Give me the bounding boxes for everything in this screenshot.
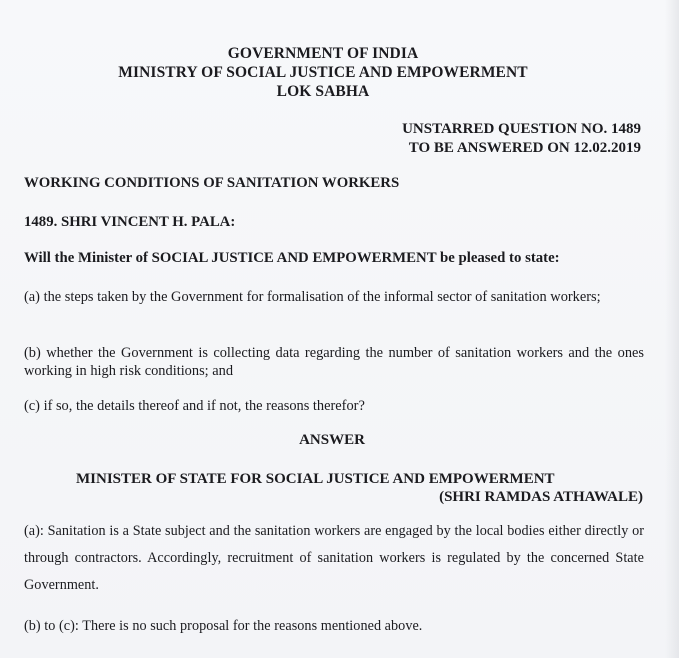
question-part-b: (b) whether the Government is collecting data regarding the number of sanitation workers and the ones working in high risk conditions; and xyxy=(24,345,644,379)
question-part-a: (a) the steps taken by the Government for formalisation of the informal sector of sanitation workers; xyxy=(24,289,601,305)
header-government: GOVERNMENT OF INDIA xyxy=(227,45,419,62)
question-part-c: (c) if so, the details thereof and if not, the reasons therefor? xyxy=(24,398,365,414)
subject-heading: WORKING CONDITIONS OF SANITATION WORKERS xyxy=(24,175,400,191)
question-intro: Will the Minister of SOCIAL JUSTICE AND EMPOWERMENT be pleased to state: xyxy=(24,250,560,266)
question-number: UNSTARRED QUESTION NO. 1489 xyxy=(402,121,641,137)
minister-name: (SHRI RAMDAS ATHAWALE) xyxy=(439,489,643,505)
answer-part-a: (a): Sanitation is a State subject and the sanitation workers are engaged by the local bodies either directly or through contractors. Accordingly, recruitment of sanitation workers is regulated by the concerned State Government. xyxy=(24,523,644,593)
questioner-name: 1489. SHRI VINCENT H. PALA: xyxy=(24,214,236,230)
answer-part-b-c: (b) to (c): There is no such proposal for the reasons mentioned above. xyxy=(24,618,423,634)
answer-date: TO BE ANSWERED ON 12.02.2019 xyxy=(408,140,641,156)
page-edge-shadow xyxy=(665,0,679,658)
answer-heading: ANSWER xyxy=(299,432,365,448)
minister-title: MINISTER OF STATE FOR SOCIAL JUSTICE AND EMPOWERMENT xyxy=(76,471,555,487)
header-house: LOK SABHA xyxy=(276,83,370,100)
header-ministry: MINISTRY OF SOCIAL JUSTICE AND EMPOWERMENT xyxy=(118,64,528,81)
